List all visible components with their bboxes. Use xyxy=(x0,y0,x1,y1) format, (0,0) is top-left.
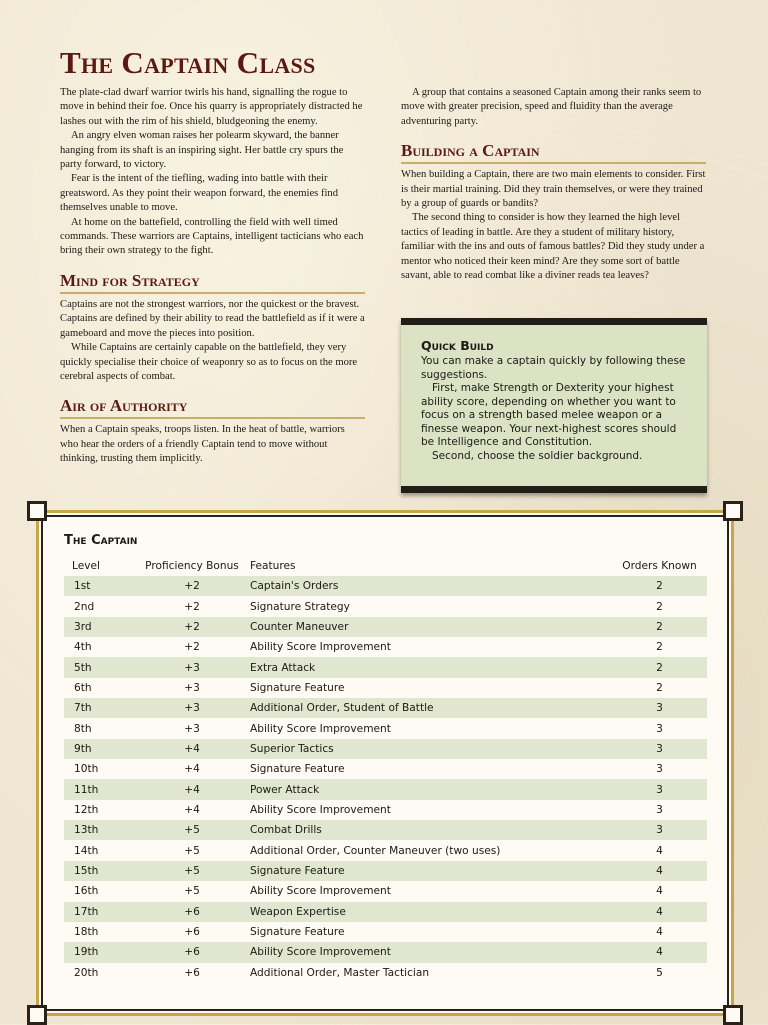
cell-level: 8th xyxy=(74,722,92,735)
cell-feature: Weapon Expertise xyxy=(250,905,346,918)
building-paragraph: When building a Captain, there are two main elements to consider. First is their martial training. Did they train themselves, or were they trained by a group of guards or bandits? xyxy=(401,169,706,210)
table-body xyxy=(64,576,707,983)
mind-paragraph: While Captains are certainly capable on the battlefield, they very quickly specialise their choice of weaponry so as to focus on the more cerebral aspects of combat. xyxy=(60,342,358,382)
cell-feature: Combat Drills xyxy=(250,824,322,837)
quick-build-bottom-bar xyxy=(401,486,707,493)
cell-proficiency: +3 xyxy=(184,681,200,694)
cell-feature: Signature Feature xyxy=(250,763,345,776)
cell-feature: Captain's Orders xyxy=(250,580,339,593)
frame-corner-ornament xyxy=(27,501,47,521)
cell-orders: 4 xyxy=(656,885,663,898)
table-row xyxy=(64,942,707,962)
table-header-row xyxy=(64,555,707,576)
cell-orders: 2 xyxy=(656,580,663,593)
cell-proficiency: +4 xyxy=(184,742,200,755)
table-row xyxy=(64,759,707,779)
table-row xyxy=(64,576,707,596)
cell-orders: 2 xyxy=(656,600,663,613)
quick-build-box xyxy=(401,318,707,493)
header-proficiency: Proficiency Bonus xyxy=(145,559,239,572)
cell-proficiency: +2 xyxy=(184,580,200,593)
cell-level: 11th xyxy=(74,783,99,796)
header-level: Level xyxy=(72,559,100,572)
cell-level: 10th xyxy=(74,763,99,776)
cell-orders: 3 xyxy=(656,763,663,776)
cell-orders: 3 xyxy=(656,742,663,755)
authority-paragraph: When a Captain speaks, troops listen. In the heat of battle, warriors who hear the orders of a friendly Captain tend to move without thinking, trusting them implicitly. xyxy=(60,424,345,465)
cell-feature: Ability Score Improvement xyxy=(250,641,391,654)
frame-corner-ornament xyxy=(723,1005,743,1025)
building-paragraph: The second thing to consider is how they learned the high level tactics of leading in battle. Are they a student of military history, familiar with the ins and outs of famous battles? Did they study under a mentor who noticed their keen mind? Are they some sort of battle savant, able to read combat like a diviner reads tea leaves? xyxy=(401,212,705,282)
quick-build-title: Quick Build xyxy=(421,338,494,353)
cell-feature: Ability Score Improvement xyxy=(250,885,391,898)
cell-proficiency: +2 xyxy=(184,600,200,613)
cell-level: 12th xyxy=(74,803,99,816)
quick-build-paragraph: You can make a captain quickly by following these suggestions. xyxy=(421,355,686,381)
cell-orders: 3 xyxy=(656,702,663,715)
table-row xyxy=(64,596,707,616)
table-row xyxy=(64,902,707,922)
cell-feature: Additional Order, Counter Maneuver (two uses) xyxy=(250,844,501,857)
table-row xyxy=(64,739,707,759)
table-row xyxy=(64,881,707,901)
mind-heading: Mind for Strategy xyxy=(60,271,365,294)
table-row xyxy=(64,779,707,799)
cell-orders: 3 xyxy=(656,722,663,735)
intro-paragraph: The plate-clad dwarf warrior twirls his hand, signalling the rogue to move in behind their foe. Once his quarry is appropriately distracted he lashes out with the rim of his shield, bludgeoning the enemy. xyxy=(60,87,363,127)
right-intro-paragraph: A group that contains a seasoned Captain among their ranks seem to move with greater precision, speed and fluidity than the average adventuring party. xyxy=(401,87,702,127)
cell-feature: Signature Feature xyxy=(250,926,345,939)
cell-orders: 2 xyxy=(656,681,663,694)
cell-orders: 3 xyxy=(656,803,663,816)
cell-proficiency: +3 xyxy=(184,722,200,735)
cell-orders: 2 xyxy=(656,641,663,654)
cell-feature: Additional Order, Student of Battle xyxy=(250,702,434,715)
building-heading: Building a Captain xyxy=(401,141,706,164)
table-row xyxy=(64,718,707,738)
cell-level: 2nd xyxy=(74,600,95,613)
cell-level: 5th xyxy=(74,661,92,674)
cell-level: 4th xyxy=(74,641,92,654)
quick-build-paragraph: First, make Strength or Dexterity your highest ability score, depending on whether you want to focus on a strength based melee weapon or a finesse weapon. Your next-highest scores should be Intelligence and Constitution. xyxy=(421,382,677,448)
cell-proficiency: +6 xyxy=(184,926,200,939)
header-features: Features xyxy=(250,559,296,572)
table-row xyxy=(64,657,707,677)
table-row xyxy=(64,963,707,983)
authority-heading: Air of Authority xyxy=(60,396,365,419)
cell-proficiency: +5 xyxy=(184,885,200,898)
table-row xyxy=(64,922,707,942)
cell-level: 3rd xyxy=(74,620,92,633)
cell-level: 14th xyxy=(74,844,99,857)
table-row xyxy=(64,637,707,657)
cell-proficiency: +4 xyxy=(184,783,200,796)
left-column xyxy=(60,45,365,467)
cell-orders: 4 xyxy=(656,946,663,959)
quick-build-paragraph: Second, choose the soldier background. xyxy=(432,449,643,462)
quick-build-content xyxy=(421,338,689,463)
table-row xyxy=(64,698,707,718)
cell-feature: Ability Score Improvement xyxy=(250,946,391,959)
cell-feature: Additional Order, Master Tactician xyxy=(250,966,430,979)
cell-proficiency: +2 xyxy=(184,641,200,654)
intro-paragraph: At home on the battefield, controlling the field with well timed commands. These warriors are Captains, intelligent tacticians who each bring their own strategy to the fight. xyxy=(60,216,364,257)
table-title: The Captain xyxy=(64,533,138,548)
table-row xyxy=(64,820,707,840)
cell-level: 6th xyxy=(74,681,92,694)
cell-orders: 4 xyxy=(656,844,663,857)
cell-level: 15th xyxy=(74,864,99,877)
table-row xyxy=(64,617,707,637)
cell-orders: 3 xyxy=(656,783,663,796)
cell-proficiency: +5 xyxy=(184,844,200,857)
cell-level: 16th xyxy=(74,885,99,898)
cell-feature: Ability Score Improvement xyxy=(250,803,391,816)
cell-level: 13th xyxy=(74,824,99,837)
cell-feature: Signature Feature xyxy=(250,864,345,877)
cell-level: 7th xyxy=(74,702,92,715)
cell-proficiency: +6 xyxy=(184,966,200,979)
right-column xyxy=(401,86,706,283)
cell-level: 9th xyxy=(74,742,92,755)
cell-feature: Extra Attack xyxy=(250,661,316,674)
cell-orders: 5 xyxy=(656,966,663,979)
cell-orders: 3 xyxy=(656,824,663,837)
cell-orders: 4 xyxy=(656,926,663,939)
page-title: The Captain Class xyxy=(60,45,316,80)
table-row xyxy=(64,678,707,698)
cell-feature: Ability Score Improvement xyxy=(250,722,391,735)
frame-corner-ornament xyxy=(27,1005,47,1025)
cell-proficiency: +5 xyxy=(184,824,200,837)
intro-paragraph: Fear is the intent of the tiefling, wading into battle with their greatsword. As they point their weapon forward, the enemies find themselves unable to move. xyxy=(60,173,339,214)
captain-table-frame xyxy=(36,510,734,1016)
intro-paragraph: An angry elven woman raises her polearm skyward, the banner hanging from its shaft is an inspiring sight. Her battle cry spurs the party forward, to victory. xyxy=(60,130,344,171)
table-row xyxy=(64,800,707,820)
cell-feature: Counter Maneuver xyxy=(250,620,349,633)
cell-proficiency: +6 xyxy=(184,905,200,918)
cell-proficiency: +6 xyxy=(184,946,200,959)
header-orders: Orders Known xyxy=(622,559,697,572)
cell-level: 1st xyxy=(74,580,91,593)
cell-proficiency: +5 xyxy=(184,864,200,877)
cell-proficiency: +4 xyxy=(184,803,200,816)
cell-level: 20th xyxy=(74,966,99,979)
table-row xyxy=(64,861,707,881)
cell-level: 19th xyxy=(74,946,99,959)
cell-feature: Signature Strategy xyxy=(250,600,350,613)
cell-feature: Signature Feature xyxy=(250,681,345,694)
cell-proficiency: +3 xyxy=(184,661,200,674)
frame-corner-ornament xyxy=(723,501,743,521)
cell-level: 18th xyxy=(74,926,99,939)
cell-orders: 2 xyxy=(656,620,663,633)
cell-feature: Superior Tactics xyxy=(250,742,334,755)
cell-proficiency: +2 xyxy=(184,620,200,633)
cell-feature: Power Attack xyxy=(250,783,320,796)
table-row xyxy=(64,840,707,860)
captain-progression-table xyxy=(64,555,707,983)
cell-orders: 2 xyxy=(656,661,663,674)
cell-orders: 4 xyxy=(656,905,663,918)
cell-level: 17th xyxy=(74,905,99,918)
cell-proficiency: +4 xyxy=(184,763,200,776)
cell-orders: 4 xyxy=(656,864,663,877)
mind-paragraph: Captains are not the strongest warriors, nor the quickest or the bravest. Captains are defined by their ability to read the battlefield as if it were a gameboard and move the pieces into position. xyxy=(60,298,365,339)
quick-build-top-bar xyxy=(401,318,707,325)
cell-proficiency: +3 xyxy=(184,702,200,715)
